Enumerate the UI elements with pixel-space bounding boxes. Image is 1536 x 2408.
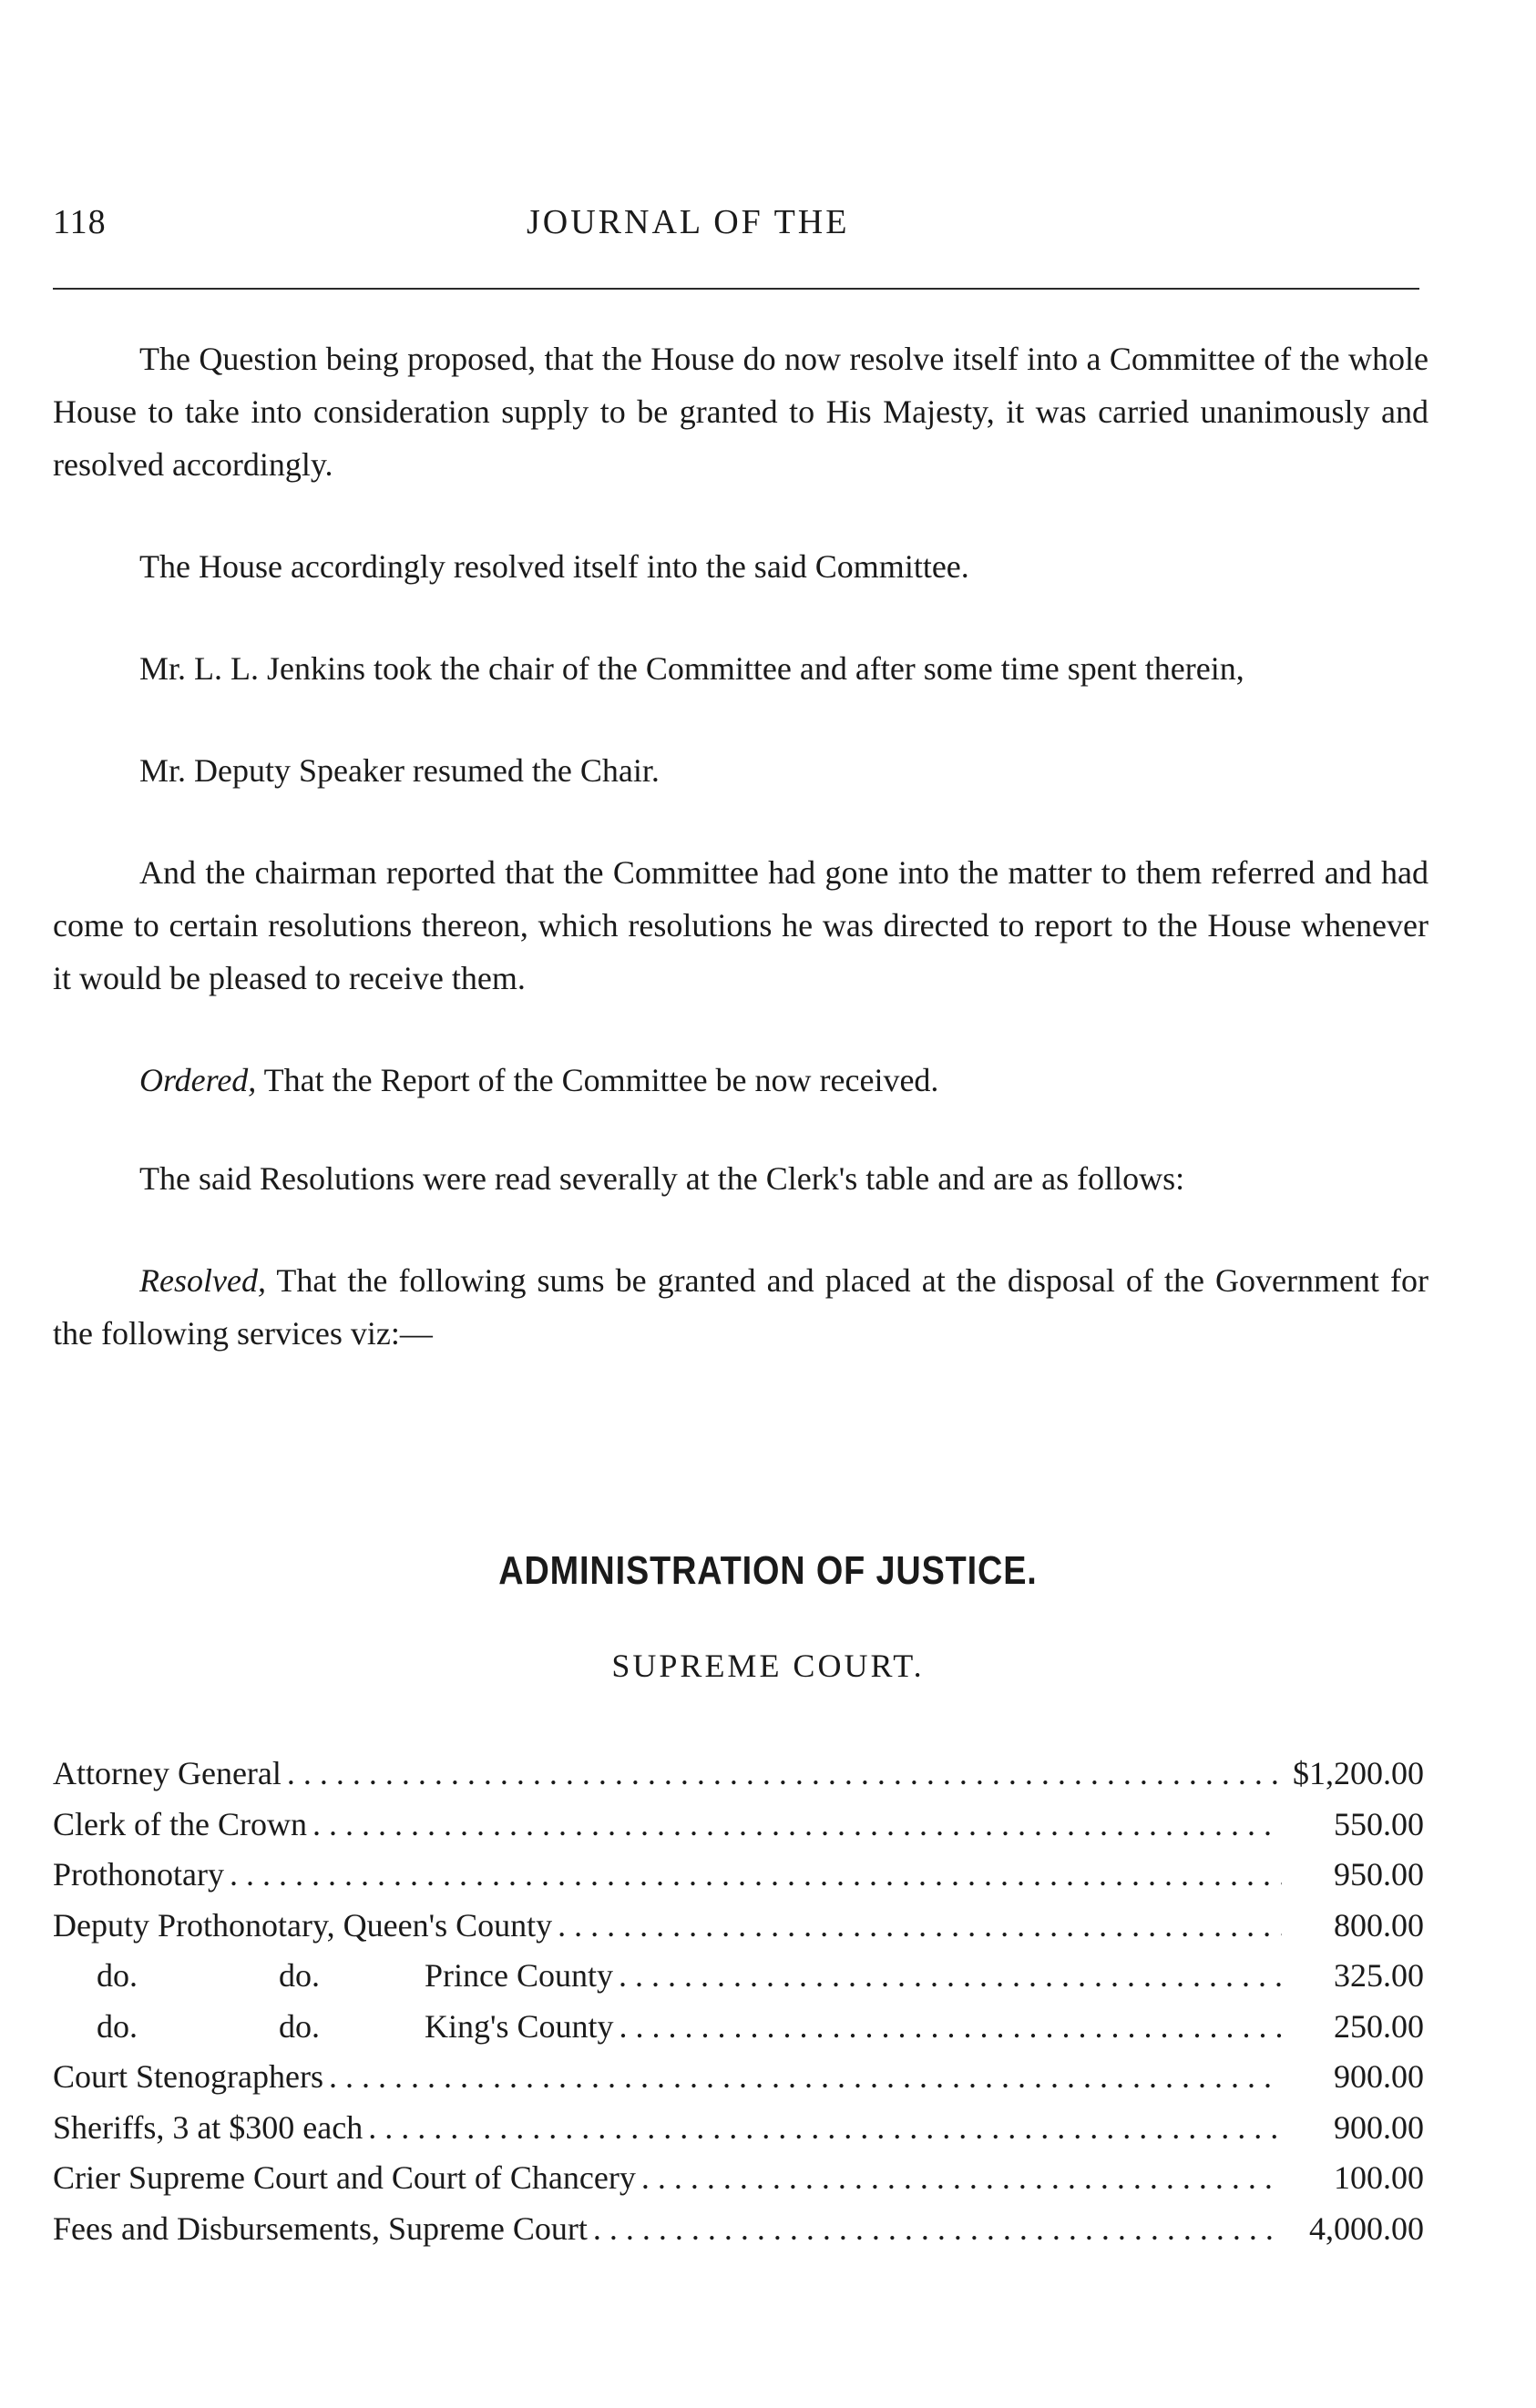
list-item: [53, 2103, 1424, 2154]
item-label: Deputy Prothonotary, Queen's County: [53, 1906, 553, 1944]
item-label-group: [53, 1951, 613, 2002]
item-label-group: [53, 2002, 614, 2053]
item-amount: 900.00: [1334, 2058, 1424, 2095]
item-amount: 100.00: [1334, 2159, 1424, 2196]
journal-title: JOURNAL OF THE: [527, 203, 850, 241]
list-item: [53, 2002, 1424, 2053]
item-label: Clerk of the Crown: [53, 1805, 307, 1842]
list-item: [53, 1749, 1424, 1800]
item-label: Attorney General: [53, 1755, 282, 1791]
running-head: [53, 202, 1419, 257]
item-label: Court Stenographers: [53, 2058, 323, 2095]
paragraph-text: That the Report of the Committee be now received.: [263, 1062, 939, 1098]
paragraph-text: The House accordingly resolved itself into the said Committee.: [139, 548, 969, 585]
paragraph-resolved: [53, 1254, 1428, 1360]
item-amount: $1,200.00: [1293, 1755, 1424, 1791]
paragraph-resolutions-read: [53, 1152, 1428, 1205]
paragraph-text: That the following sums be granted and placed at the disposal of the Government for the following services viz:—: [53, 1262, 1428, 1352]
item-label: Fees and Disbursements, Supreme Court: [53, 2209, 588, 2247]
list-item: [53, 1850, 1424, 1901]
ditto-mark: do.: [279, 1957, 320, 1994]
dot-leader: [641, 2153, 1282, 2204]
list-item: [53, 2153, 1424, 2204]
paragraph-report: [53, 846, 1428, 1005]
paragraph-chair: [53, 642, 1428, 695]
paragraph-committee: [53, 540, 1428, 593]
paragraph-speaker: [53, 744, 1428, 797]
list-item: [53, 2204, 1424, 2255]
section-heading: ADMINISTRATION OF JUSTICE.: [498, 1548, 1038, 1593]
dot-leader: [593, 2204, 1282, 2255]
ditto-mark: do.: [97, 1957, 138, 1994]
paragraph-text: Mr. Deputy Speaker resumed the Chair.: [139, 752, 660, 789]
paragraph-text: The Question being proposed, that the House do now resolve itself into a Committee of the whole House to take into consideration supply to be granted to His Majesty, it was carried unanimously and resolved accordingly.: [53, 341, 1428, 483]
item-amount: 950.00: [1334, 1856, 1424, 1893]
section-subheading: SUPREME COURT.: [611, 1648, 925, 1684]
proceedings-text: [53, 332, 1428, 1409]
item-label: King's County: [425, 2007, 614, 2045]
item-label: Sheriffs, 3 at $300 each: [53, 2108, 364, 2146]
paragraph-text: The said Resolutions were read severally at the Clerk's table and are as follows:: [139, 1160, 1185, 1197]
item-amount: 4,000.00: [1309, 2209, 1424, 2247]
item-label: Crier Supreme Court and Court of Chancery: [53, 2159, 636, 2196]
ditto-mark: do.: [279, 2007, 320, 2045]
paragraph-supply-motion: [53, 332, 1428, 491]
paragraph-lead: Resolved,: [139, 1262, 266, 1299]
item-label: Prothonotary: [53, 1856, 224, 1893]
dot-leader: [368, 2103, 1282, 2154]
item-amount: 550.00: [1334, 1805, 1424, 1842]
list-item: [53, 1901, 1424, 1952]
list-item: [53, 2052, 1424, 2103]
item-label: Prince County: [425, 1957, 613, 1994]
dot-leader: [620, 2002, 1282, 2053]
header-rule: [53, 288, 1419, 290]
dot-leader: [558, 1901, 1282, 1952]
page-number: 118: [53, 203, 107, 241]
paragraph-lead: Ordered,: [139, 1062, 257, 1098]
paragraph-text: And the chairman reported that the Committee had gone into the matter to them referred and had come to certain resolutions thereon, which resolutions he was directed to report to the House whenever it would be pleased to receive them.: [53, 854, 1428, 996]
item-amount: 250.00: [1334, 2007, 1424, 2045]
item-amount: 900.00: [1334, 2108, 1424, 2146]
paragraph-text: Mr. L. L. Jenkins took the chair of the Committee and after some time spent therein,: [139, 650, 1244, 687]
list-item: [53, 1800, 1424, 1851]
list-item: [53, 1951, 1424, 2002]
paragraph-ordered: [53, 1054, 1428, 1107]
dot-leader: [312, 1800, 1282, 1851]
dot-leader: [329, 2052, 1282, 2103]
ditto-mark: do.: [97, 2007, 138, 2045]
dot-leader: [619, 1951, 1282, 2002]
item-amount: 325.00: [1334, 1957, 1424, 1994]
item-amount: 800.00: [1334, 1906, 1424, 1944]
dot-leader: [287, 1749, 1282, 1800]
dot-leader: [230, 1850, 1282, 1901]
appropriations-list: [53, 1749, 1424, 2254]
